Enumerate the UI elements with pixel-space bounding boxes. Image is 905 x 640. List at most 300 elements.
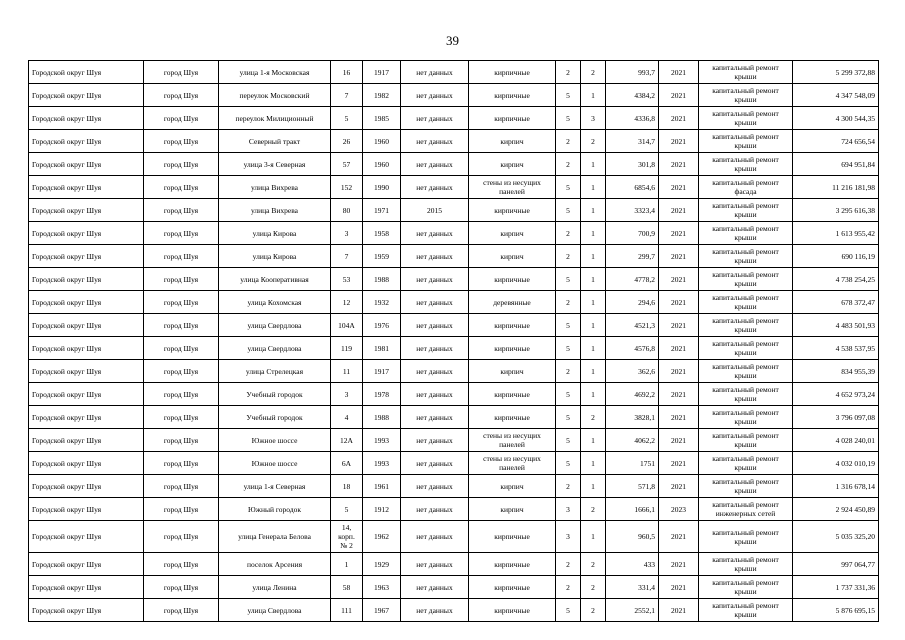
table-cell: 7: [331, 245, 363, 268]
table-cell: 2021: [659, 475, 699, 498]
table-cell: Городской округ Шуя: [29, 130, 144, 153]
table-cell: 2: [556, 153, 581, 176]
table-cell: нет данных: [401, 291, 469, 314]
table-cell: 2: [556, 130, 581, 153]
table-cell: Городской округ Шуя: [29, 291, 144, 314]
table-cell: 3: [581, 107, 606, 130]
table-cell: 362,6: [606, 360, 659, 383]
table-row: [29, 314, 879, 337]
table-cell: улица Свердлова: [219, 599, 331, 622]
table-cell: город Шуя: [144, 291, 219, 314]
table-cell: 1971: [363, 199, 401, 222]
table-cell: кирпич: [469, 222, 556, 245]
table-cell: 2021: [659, 153, 699, 176]
table-cell: 2: [556, 222, 581, 245]
table-cell: 4692,2: [606, 383, 659, 406]
table-cell: город Шуя: [144, 360, 219, 383]
table-cell: 1993: [363, 452, 401, 475]
table-cell: 57: [331, 153, 363, 176]
table-cell: 5: [556, 406, 581, 429]
table-row: [29, 61, 879, 84]
table-cell: 4062,2: [606, 429, 659, 452]
table-cell: 5: [556, 452, 581, 475]
table-cell: 2 924 450,89: [793, 498, 879, 521]
table-cell: стены из несущих панелей: [469, 429, 556, 452]
table-cell: стены из несущих панелей: [469, 452, 556, 475]
table-cell: 2: [556, 360, 581, 383]
table-cell: капитальный ремонт крыши: [699, 452, 793, 475]
table-cell: 2021: [659, 360, 699, 383]
table-cell: 1982: [363, 84, 401, 107]
table-cell: улица 1-я Северная: [219, 475, 331, 498]
table-cell: нет данных: [401, 176, 469, 199]
table-cell: город Шуя: [144, 576, 219, 599]
table-cell: 1932: [363, 291, 401, 314]
table-cell: 301,8: [606, 153, 659, 176]
table-cell: кирпичные: [469, 337, 556, 360]
table-cell: улица Кирова: [219, 245, 331, 268]
table-cell: город Шуя: [144, 268, 219, 291]
table-cell: 1 316 678,14: [793, 475, 879, 498]
table-cell: 5 299 372,88: [793, 61, 879, 84]
table-cell: Городской округ Шуя: [29, 84, 144, 107]
table-cell: улица Ленина: [219, 576, 331, 599]
table-cell: 2021: [659, 576, 699, 599]
table-cell: 1967: [363, 599, 401, 622]
table-cell: 690 116,19: [793, 245, 879, 268]
table-cell: 3 796 097,08: [793, 406, 879, 429]
table-cell: 1: [581, 475, 606, 498]
table-cell: капитальный ремонт крыши: [699, 222, 793, 245]
table-row: [29, 84, 879, 107]
table-cell: кирпич: [469, 360, 556, 383]
table-cell: капитальный ремонт крыши: [699, 314, 793, 337]
table-cell: 58: [331, 576, 363, 599]
table-cell: 2021: [659, 107, 699, 130]
table-cell: 26: [331, 130, 363, 153]
table-cell: город Шуя: [144, 383, 219, 406]
table-cell: 53: [331, 268, 363, 291]
table-cell: 724 656,54: [793, 130, 879, 153]
table-cell: 119: [331, 337, 363, 360]
table-cell: 2552,1: [606, 599, 659, 622]
table-cell: 1917: [363, 360, 401, 383]
table-cell: город Шуя: [144, 107, 219, 130]
table-cell: кирпичные: [469, 84, 556, 107]
table-cell: 111: [331, 599, 363, 622]
table-cell: 5: [556, 107, 581, 130]
table-cell: 1: [581, 153, 606, 176]
table-cell: нет данных: [401, 61, 469, 84]
table-row: [29, 599, 879, 622]
table-cell: 1961: [363, 475, 401, 498]
table-cell: 1985: [363, 107, 401, 130]
table-cell: кирпич: [469, 498, 556, 521]
table-cell: город Шуя: [144, 406, 219, 429]
table-cell: улица Генерала Белова: [219, 521, 331, 553]
table-cell: 3: [331, 222, 363, 245]
table-cell: 2: [556, 553, 581, 576]
table-cell: 1976: [363, 314, 401, 337]
table-cell: 1: [581, 176, 606, 199]
table-cell: 1962: [363, 521, 401, 553]
table-cell: 2021: [659, 599, 699, 622]
table-cell: 3: [556, 521, 581, 553]
table-cell: Городской округ Шуя: [29, 521, 144, 553]
table-row: [29, 475, 879, 498]
table-cell: 1958: [363, 222, 401, 245]
table-cell: 1 613 955,42: [793, 222, 879, 245]
table-cell: 433: [606, 553, 659, 576]
table-cell: 1929: [363, 553, 401, 576]
table-cell: 2: [556, 245, 581, 268]
table-cell: 2023: [659, 498, 699, 521]
table-cell: Учебный городок: [219, 406, 331, 429]
table-cell: улица 3-я Северная: [219, 153, 331, 176]
table-cell: улица Свердлова: [219, 314, 331, 337]
table-cell: 6854,6: [606, 176, 659, 199]
table-cell: капитальный ремонт крыши: [699, 553, 793, 576]
table-cell: 4 032 010,19: [793, 452, 879, 475]
table-cell: 1: [581, 222, 606, 245]
table-cell: Городской округ Шуя: [29, 337, 144, 360]
table-cell: 1960: [363, 153, 401, 176]
table-cell: 834 955,39: [793, 360, 879, 383]
table-cell: 993,7: [606, 61, 659, 84]
table-cell: 1: [581, 245, 606, 268]
table-cell: улица Стрелецкая: [219, 360, 331, 383]
table-cell: Городской округ Шуя: [29, 383, 144, 406]
table-cell: 1: [581, 452, 606, 475]
table-cell: капитальный ремонт крыши: [699, 576, 793, 599]
table-row: [29, 153, 879, 176]
table-cell: 4 538 537,95: [793, 337, 879, 360]
table-cell: 1917: [363, 61, 401, 84]
table-row: [29, 199, 879, 222]
table-cell: нет данных: [401, 222, 469, 245]
table-cell: 2021: [659, 130, 699, 153]
table-cell: 2021: [659, 429, 699, 452]
table-cell: переулок Милиционный: [219, 107, 331, 130]
table-cell: 314,7: [606, 130, 659, 153]
table-cell: улица Кохомская: [219, 291, 331, 314]
table-cell: 299,7: [606, 245, 659, 268]
table-cell: 2021: [659, 452, 699, 475]
table-cell: кирпич: [469, 130, 556, 153]
table-cell: Городской округ Шуя: [29, 314, 144, 337]
table-cell: кирпич: [469, 475, 556, 498]
table-cell: 7: [331, 84, 363, 107]
table-row: [29, 245, 879, 268]
table-cell: 2021: [659, 176, 699, 199]
table-cell: 14, корп. № 2: [331, 521, 363, 553]
table-cell: капитальный ремонт крыши: [699, 475, 793, 498]
table-cell: город Шуя: [144, 61, 219, 84]
table-cell: капитальный ремонт крыши: [699, 360, 793, 383]
table-cell: 5: [331, 107, 363, 130]
table-cell: кирпич: [469, 153, 556, 176]
table-cell: капитальный ремонт крыши: [699, 268, 793, 291]
table-row: [29, 553, 879, 576]
table-cell: 5: [556, 268, 581, 291]
table-cell: капитальный ремонт крыши: [699, 599, 793, 622]
table-cell: 4 028 240,01: [793, 429, 879, 452]
table-cell: 678 372,47: [793, 291, 879, 314]
table-cell: кирпичные: [469, 199, 556, 222]
table-cell: 571,8: [606, 475, 659, 498]
table-cell: 2021: [659, 61, 699, 84]
table-cell: 2: [581, 553, 606, 576]
table-cell: 1: [581, 521, 606, 553]
table-cell: город Шуя: [144, 452, 219, 475]
table-cell: 2: [556, 576, 581, 599]
table-cell: нет данных: [401, 429, 469, 452]
table-cell: 4 652 973,24: [793, 383, 879, 406]
table-cell: город Шуя: [144, 498, 219, 521]
table-cell: Городской округ Шуя: [29, 576, 144, 599]
table-cell: город Шуя: [144, 599, 219, 622]
table-row: [29, 576, 879, 599]
table-cell: город Шуя: [144, 429, 219, 452]
table-cell: 1988: [363, 406, 401, 429]
table-cell: кирпич: [469, 245, 556, 268]
table-cell: 2021: [659, 222, 699, 245]
table-row: [29, 222, 879, 245]
table-cell: 1993: [363, 429, 401, 452]
table-row: [29, 498, 879, 521]
table-cell: 4 347 548,09: [793, 84, 879, 107]
table-cell: 1: [581, 268, 606, 291]
table-cell: Северный тракт: [219, 130, 331, 153]
table-cell: 4336,8: [606, 107, 659, 130]
table-cell: 5: [556, 176, 581, 199]
table-cell: 2021: [659, 84, 699, 107]
table-cell: капитальный ремонт крыши: [699, 291, 793, 314]
table-cell: нет данных: [401, 599, 469, 622]
table-cell: 2021: [659, 268, 699, 291]
table-cell: 5: [556, 199, 581, 222]
table-cell: деревянные: [469, 291, 556, 314]
table-cell: Городской округ Шуя: [29, 452, 144, 475]
table-cell: город Шуя: [144, 314, 219, 337]
table-cell: нет данных: [401, 245, 469, 268]
table-cell: 694 951,84: [793, 153, 879, 176]
table-cell: Южное шоссе: [219, 429, 331, 452]
table-row: [29, 406, 879, 429]
table-cell: нет данных: [401, 406, 469, 429]
table-cell: 1751: [606, 452, 659, 475]
table-cell: капитальный ремонт крыши: [699, 84, 793, 107]
table-cell: капитальный ремонт крыши: [699, 383, 793, 406]
table-cell: нет данных: [401, 452, 469, 475]
table-cell: 3: [556, 498, 581, 521]
table-cell: 5: [556, 599, 581, 622]
table-cell: капитальный ремонт инженерных сетей: [699, 498, 793, 521]
table-cell: Городской округ Шуя: [29, 406, 144, 429]
table-cell: 997 064,77: [793, 553, 879, 576]
table-cell: город Шуя: [144, 245, 219, 268]
table-cell: город Шуя: [144, 475, 219, 498]
table-cell: 2021: [659, 383, 699, 406]
table-cell: капитальный ремонт крыши: [699, 199, 793, 222]
table-cell: 4 738 254,25: [793, 268, 879, 291]
capital-repair-table: [28, 60, 879, 622]
table-cell: Городской округ Шуя: [29, 429, 144, 452]
table-cell: 2015: [401, 199, 469, 222]
table-row: [29, 360, 879, 383]
table-cell: 11 216 181,98: [793, 176, 879, 199]
table-cell: 4521,3: [606, 314, 659, 337]
table-cell: 80: [331, 199, 363, 222]
table-cell: капитальный ремонт крыши: [699, 153, 793, 176]
table-cell: 1: [581, 429, 606, 452]
table-cell: капитальный ремонт крыши: [699, 130, 793, 153]
table-cell: капитальный ремонт крыши: [699, 61, 793, 84]
table-cell: улица Вихрева: [219, 199, 331, 222]
table-cell: 1978: [363, 383, 401, 406]
table-cell: капитальный ремонт крыши: [699, 337, 793, 360]
table-cell: кирпичные: [469, 107, 556, 130]
table-cell: 3323,4: [606, 199, 659, 222]
table-row: [29, 337, 879, 360]
table-row: [29, 521, 879, 553]
table-cell: 12А: [331, 429, 363, 452]
table-row: [29, 268, 879, 291]
table-cell: 3828,1: [606, 406, 659, 429]
table-cell: стены из несущих панелей: [469, 176, 556, 199]
table-cell: кирпичные: [469, 61, 556, 84]
table-cell: 16: [331, 61, 363, 84]
table-cell: Городской округ Шуя: [29, 107, 144, 130]
table-row: [29, 429, 879, 452]
table-cell: кирпичные: [469, 406, 556, 429]
table-cell: город Шуя: [144, 199, 219, 222]
table-cell: город Шуя: [144, 521, 219, 553]
table-cell: 1981: [363, 337, 401, 360]
table-cell: нет данных: [401, 314, 469, 337]
table-cell: нет данных: [401, 130, 469, 153]
table-cell: 1912: [363, 498, 401, 521]
table-cell: нет данных: [401, 475, 469, 498]
table-cell: нет данных: [401, 553, 469, 576]
table-cell: 4576,8: [606, 337, 659, 360]
table-cell: кирпичные: [469, 599, 556, 622]
table-cell: улица Свердлова: [219, 337, 331, 360]
table-cell: город Шуя: [144, 337, 219, 360]
table-cell: 104А: [331, 314, 363, 337]
table-cell: улица 1-я Московская: [219, 61, 331, 84]
table-cell: нет данных: [401, 153, 469, 176]
table-cell: 2021: [659, 406, 699, 429]
table-cell: 1666,1: [606, 498, 659, 521]
table-cell: Городской округ Шуя: [29, 222, 144, 245]
table-cell: кирпичные: [469, 314, 556, 337]
table-cell: 4384,2: [606, 84, 659, 107]
table-row: [29, 291, 879, 314]
table-cell: кирпичные: [469, 553, 556, 576]
table-cell: нет данных: [401, 521, 469, 553]
table-cell: 1: [581, 291, 606, 314]
table-cell: Городской округ Шуя: [29, 245, 144, 268]
table-cell: 5: [556, 314, 581, 337]
table-cell: Городской округ Шуя: [29, 475, 144, 498]
table-cell: улица Кирова: [219, 222, 331, 245]
table-cell: Учебный городок: [219, 383, 331, 406]
table-cell: Городской округ Шуя: [29, 268, 144, 291]
table-cell: 6А: [331, 452, 363, 475]
table-cell: Городской округ Шуя: [29, 61, 144, 84]
table-cell: город Шуя: [144, 84, 219, 107]
table-cell: кирпичные: [469, 576, 556, 599]
table-cell: капитальный ремонт крыши: [699, 107, 793, 130]
table-cell: 2: [581, 599, 606, 622]
table-cell: капитальный ремонт фасада: [699, 176, 793, 199]
table-cell: 5: [556, 383, 581, 406]
table-cell: поселок Арсения: [219, 553, 331, 576]
table-cell: 2: [556, 291, 581, 314]
table-cell: 2021: [659, 553, 699, 576]
table-cell: 294,6: [606, 291, 659, 314]
table-cell: капитальный ремонт крыши: [699, 521, 793, 553]
table-cell: 3 295 616,38: [793, 199, 879, 222]
table-cell: 2: [556, 475, 581, 498]
table-cell: 1: [581, 199, 606, 222]
table-cell: 3: [331, 383, 363, 406]
table-cell: Городской округ Шуя: [29, 199, 144, 222]
table-cell: город Шуя: [144, 153, 219, 176]
table-cell: 2021: [659, 314, 699, 337]
table-cell: кирпичные: [469, 521, 556, 553]
table-cell: 2: [581, 498, 606, 521]
table-cell: 1: [331, 553, 363, 576]
table-cell: капитальный ремонт крыши: [699, 429, 793, 452]
table-cell: 152: [331, 176, 363, 199]
table-cell: 12: [331, 291, 363, 314]
table-cell: 1960: [363, 130, 401, 153]
table-cell: нет данных: [401, 337, 469, 360]
table-cell: город Шуя: [144, 176, 219, 199]
table-cell: город Шуя: [144, 130, 219, 153]
table-cell: капитальный ремонт крыши: [699, 245, 793, 268]
table-row: [29, 452, 879, 475]
table-cell: 4 483 501,93: [793, 314, 879, 337]
table-cell: 1: [581, 383, 606, 406]
table-cell: Южное шоссе: [219, 452, 331, 475]
table-cell: 11: [331, 360, 363, 383]
table-cell: 2: [581, 576, 606, 599]
table-cell: улица Кооперативная: [219, 268, 331, 291]
table-row: [29, 130, 879, 153]
table-cell: нет данных: [401, 576, 469, 599]
table-cell: 1: [581, 84, 606, 107]
table-cell: Городской округ Шуя: [29, 498, 144, 521]
table-cell: улица Вихрева: [219, 176, 331, 199]
table-cell: 960,5: [606, 521, 659, 553]
table-cell: нет данных: [401, 268, 469, 291]
table-cell: 2: [556, 61, 581, 84]
table-cell: нет данных: [401, 84, 469, 107]
table-cell: Городской округ Шуя: [29, 360, 144, 383]
table-cell: 5: [331, 498, 363, 521]
table-cell: Городской округ Шуя: [29, 176, 144, 199]
table-cell: 2021: [659, 199, 699, 222]
table-cell: 1959: [363, 245, 401, 268]
table-row: [29, 107, 879, 130]
table-row: [29, 383, 879, 406]
table-cell: 1 737 331,36: [793, 576, 879, 599]
table-cell: 4: [331, 406, 363, 429]
table-cell: город Шуя: [144, 553, 219, 576]
